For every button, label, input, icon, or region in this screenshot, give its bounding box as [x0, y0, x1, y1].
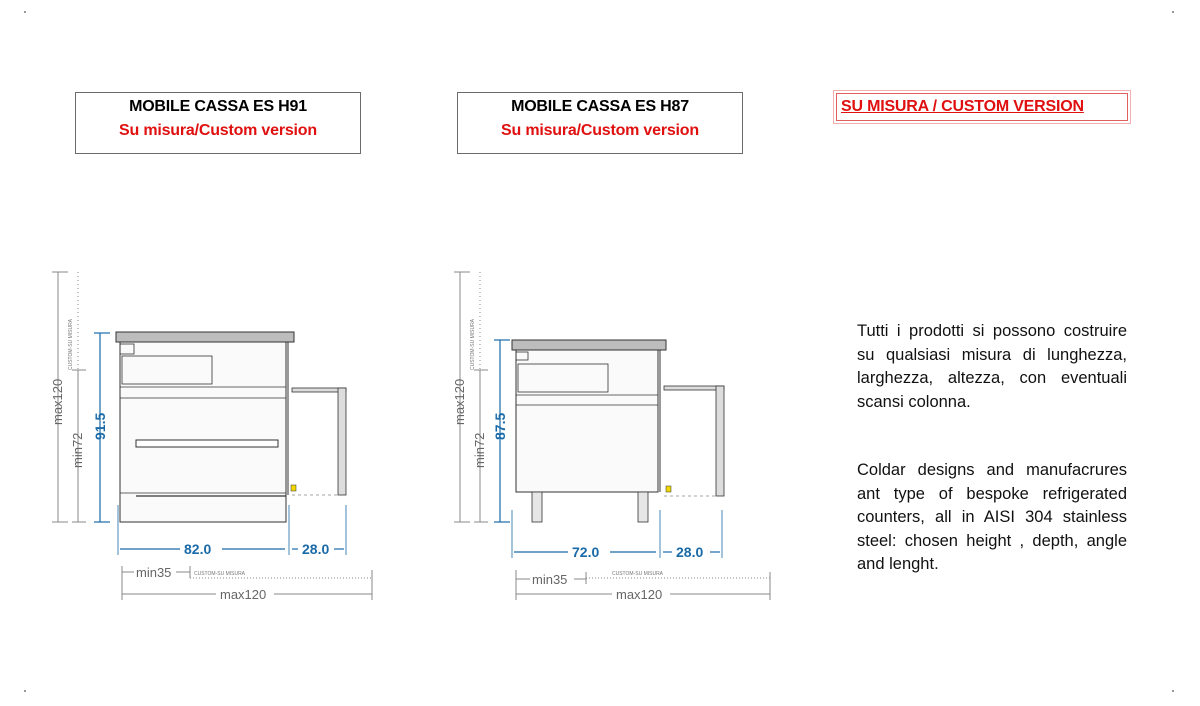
left-min-width-label: min35 — [136, 565, 172, 580]
description-english: Coldar designs and manufacrures ant type of bespoke refrigerated counters, all in AISI 304 stainless steel: chosen height , depth, angle and lenght. — [857, 461, 1127, 573]
left-counter-diagram — [40, 260, 400, 610]
svg-text:min72: min72 — [472, 432, 487, 468]
corner-dot — [1172, 690, 1174, 692]
left-min-height-label — [70, 433, 85, 468]
mid-max-width-label: max120 — [616, 587, 663, 602]
mid-counter-diagram — [440, 260, 800, 610]
mid-subtitle: Su misura/Custom version — [501, 122, 699, 139]
corner-dot — [24, 690, 26, 692]
svg-text:91.5: 91.5 — [92, 412, 108, 440]
left-ext-label: 28.0 — [302, 541, 330, 557]
left-height-label — [92, 413, 108, 440]
mid-title-box — [457, 92, 743, 154]
mid-max-height-label — [452, 379, 467, 425]
mid-min-width-label: min35 — [532, 572, 568, 587]
left-custom-note-vertical — [68, 318, 74, 370]
left-custom-note: CUSTOM-SU MISURA — [194, 571, 246, 577]
mid-custom-note-vertical — [470, 318, 476, 370]
left-counter-extension — [291, 388, 346, 495]
corner-dot — [1172, 11, 1174, 13]
svg-text:min72: min72 — [70, 432, 85, 468]
svg-text:max120: max120 — [452, 378, 467, 425]
left-max-width-label: max120 — [220, 587, 267, 602]
custom-version-badge: SU MISURA / CUSTOM VERSION — [836, 93, 1128, 121]
left-width-label: 82.0 — [184, 541, 212, 557]
svg-text:CUSTOM-SU MISURA: CUSTOM-SU MISURA — [68, 318, 74, 370]
left-subtitle: Su misura/Custom version — [119, 122, 317, 139]
svg-text:max120: max120 — [50, 378, 65, 425]
svg-text:87.5: 87.5 — [492, 412, 508, 440]
description-italian: Tutti i prodotti si possono costruire su qualsiasi misura di lunghezza, larghezza, altezza, con eventuali scansi colonna. — [857, 322, 1127, 411]
left-title: MOBILE CASSA ES H91 — [129, 98, 307, 115]
mid-title: MOBILE CASSA ES H87 — [511, 98, 689, 115]
corner-dot — [24, 11, 26, 13]
mid-counter-body — [512, 340, 666, 522]
mid-width-label: 72.0 — [572, 544, 600, 560]
mid-ext-label: 28.0 — [676, 544, 704, 560]
svg-text:CUSTOM-SU MISURA: CUSTOM-SU MISURA — [470, 318, 476, 370]
mid-custom-note: CUSTOM-SU MISURA — [612, 571, 664, 577]
left-counter-body — [116, 332, 294, 522]
left-title-box — [75, 92, 361, 154]
mid-height-label — [492, 413, 508, 440]
mid-counter-extension — [664, 386, 724, 496]
mid-min-height-label — [472, 433, 487, 468]
left-max-height-label — [50, 379, 65, 425]
